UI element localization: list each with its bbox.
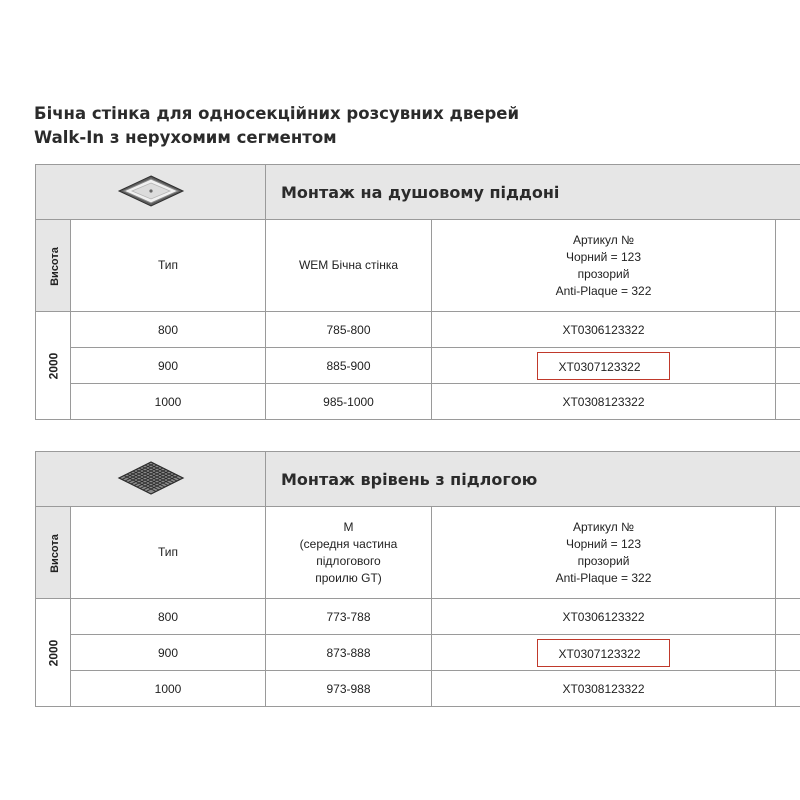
table-row [36, 348, 800, 384]
article-header-line: Чорний = 123 [565, 249, 642, 264]
type-cell: 1000 [71, 384, 266, 420]
article-cell: XT0308123322 [432, 671, 776, 707]
article-cell [432, 348, 776, 384]
next-column-cell [776, 599, 800, 635]
type-header: Тип [71, 220, 266, 312]
article-header-line: прозорий [577, 553, 630, 568]
highlighted-article: XT0307123322 [537, 352, 669, 380]
article-header-line: Чорний = 123 [565, 536, 642, 551]
measure-cell: 773-788 [266, 599, 432, 635]
type-cell: 800 [71, 312, 266, 348]
article-header-line: Anti-Plaque = 322 [555, 283, 652, 298]
table-row [36, 599, 800, 635]
height-value-cell: 2000 [36, 312, 71, 420]
type-cell: 900 [71, 635, 266, 671]
mount-title: Монтаж врівень з підлогою [266, 452, 800, 507]
shower-tray-image-cell [36, 165, 266, 220]
floor-level-mount-table [35, 451, 800, 707]
measure-header-line: M [343, 519, 354, 534]
measure-header-line: підлогового [316, 553, 381, 568]
article-cell: XT0306123322 [432, 312, 776, 348]
shower-tray-mount-table [35, 164, 800, 420]
height-header: Висота [36, 220, 71, 312]
type-cell: 800 [71, 599, 266, 635]
next-column-cell [776, 348, 800, 384]
next-column-cell [776, 312, 800, 348]
article-header-line: прозорий [577, 266, 630, 281]
article-header [432, 220, 776, 312]
next-column-cell [776, 507, 800, 599]
next-column-cell [776, 220, 800, 312]
height-value-cell: 2000 [36, 599, 71, 707]
measure-cell: 785-800 [266, 312, 432, 348]
measure-cell: 873-888 [266, 635, 432, 671]
title-line-2: Walk-In з нерухомим сегментом [34, 128, 337, 147]
article-header [432, 507, 776, 599]
floor-drain-grid-icon [117, 460, 185, 496]
article-cell: XT0308123322 [432, 384, 776, 420]
measure-cell: 985-1000 [266, 384, 432, 420]
mount-title: Монтаж на душовому піддоні [266, 165, 800, 220]
article-header-line: Артикул № [573, 232, 634, 247]
article-cell [432, 635, 776, 671]
measure-cell: 885-900 [266, 348, 432, 384]
highlighted-article: XT0307123322 [537, 639, 669, 667]
type-cell: 1000 [71, 671, 266, 707]
table-row [36, 312, 800, 348]
next-column-cell [776, 635, 800, 671]
height-header: Висота [36, 507, 71, 599]
article-header-line: Anti-Plaque = 322 [555, 570, 652, 585]
floor-drain-image-cell [36, 452, 266, 507]
next-column-cell [776, 384, 800, 420]
title-line-1: Бічна стінка для односекційних розсувних дверей [34, 104, 520, 123]
type-cell: 900 [71, 348, 266, 384]
measure-header-line: проилю GT) [315, 570, 382, 585]
article-cell: XT0306123322 [432, 599, 776, 635]
measure-header-line: (середня частина [299, 536, 398, 551]
measure-header [266, 507, 432, 599]
document-title [34, 102, 519, 150]
shower-tray-icon [117, 174, 185, 208]
table-row [36, 635, 800, 671]
measure-header [266, 220, 432, 312]
measure-header-line: WEM Бічна стінка [298, 258, 399, 272]
type-header: Тип [71, 507, 266, 599]
table-row [36, 671, 800, 707]
next-column-cell [776, 671, 800, 707]
article-header-line: Артикул № [573, 519, 634, 534]
table-row [36, 384, 800, 420]
measure-cell: 973-988 [266, 671, 432, 707]
